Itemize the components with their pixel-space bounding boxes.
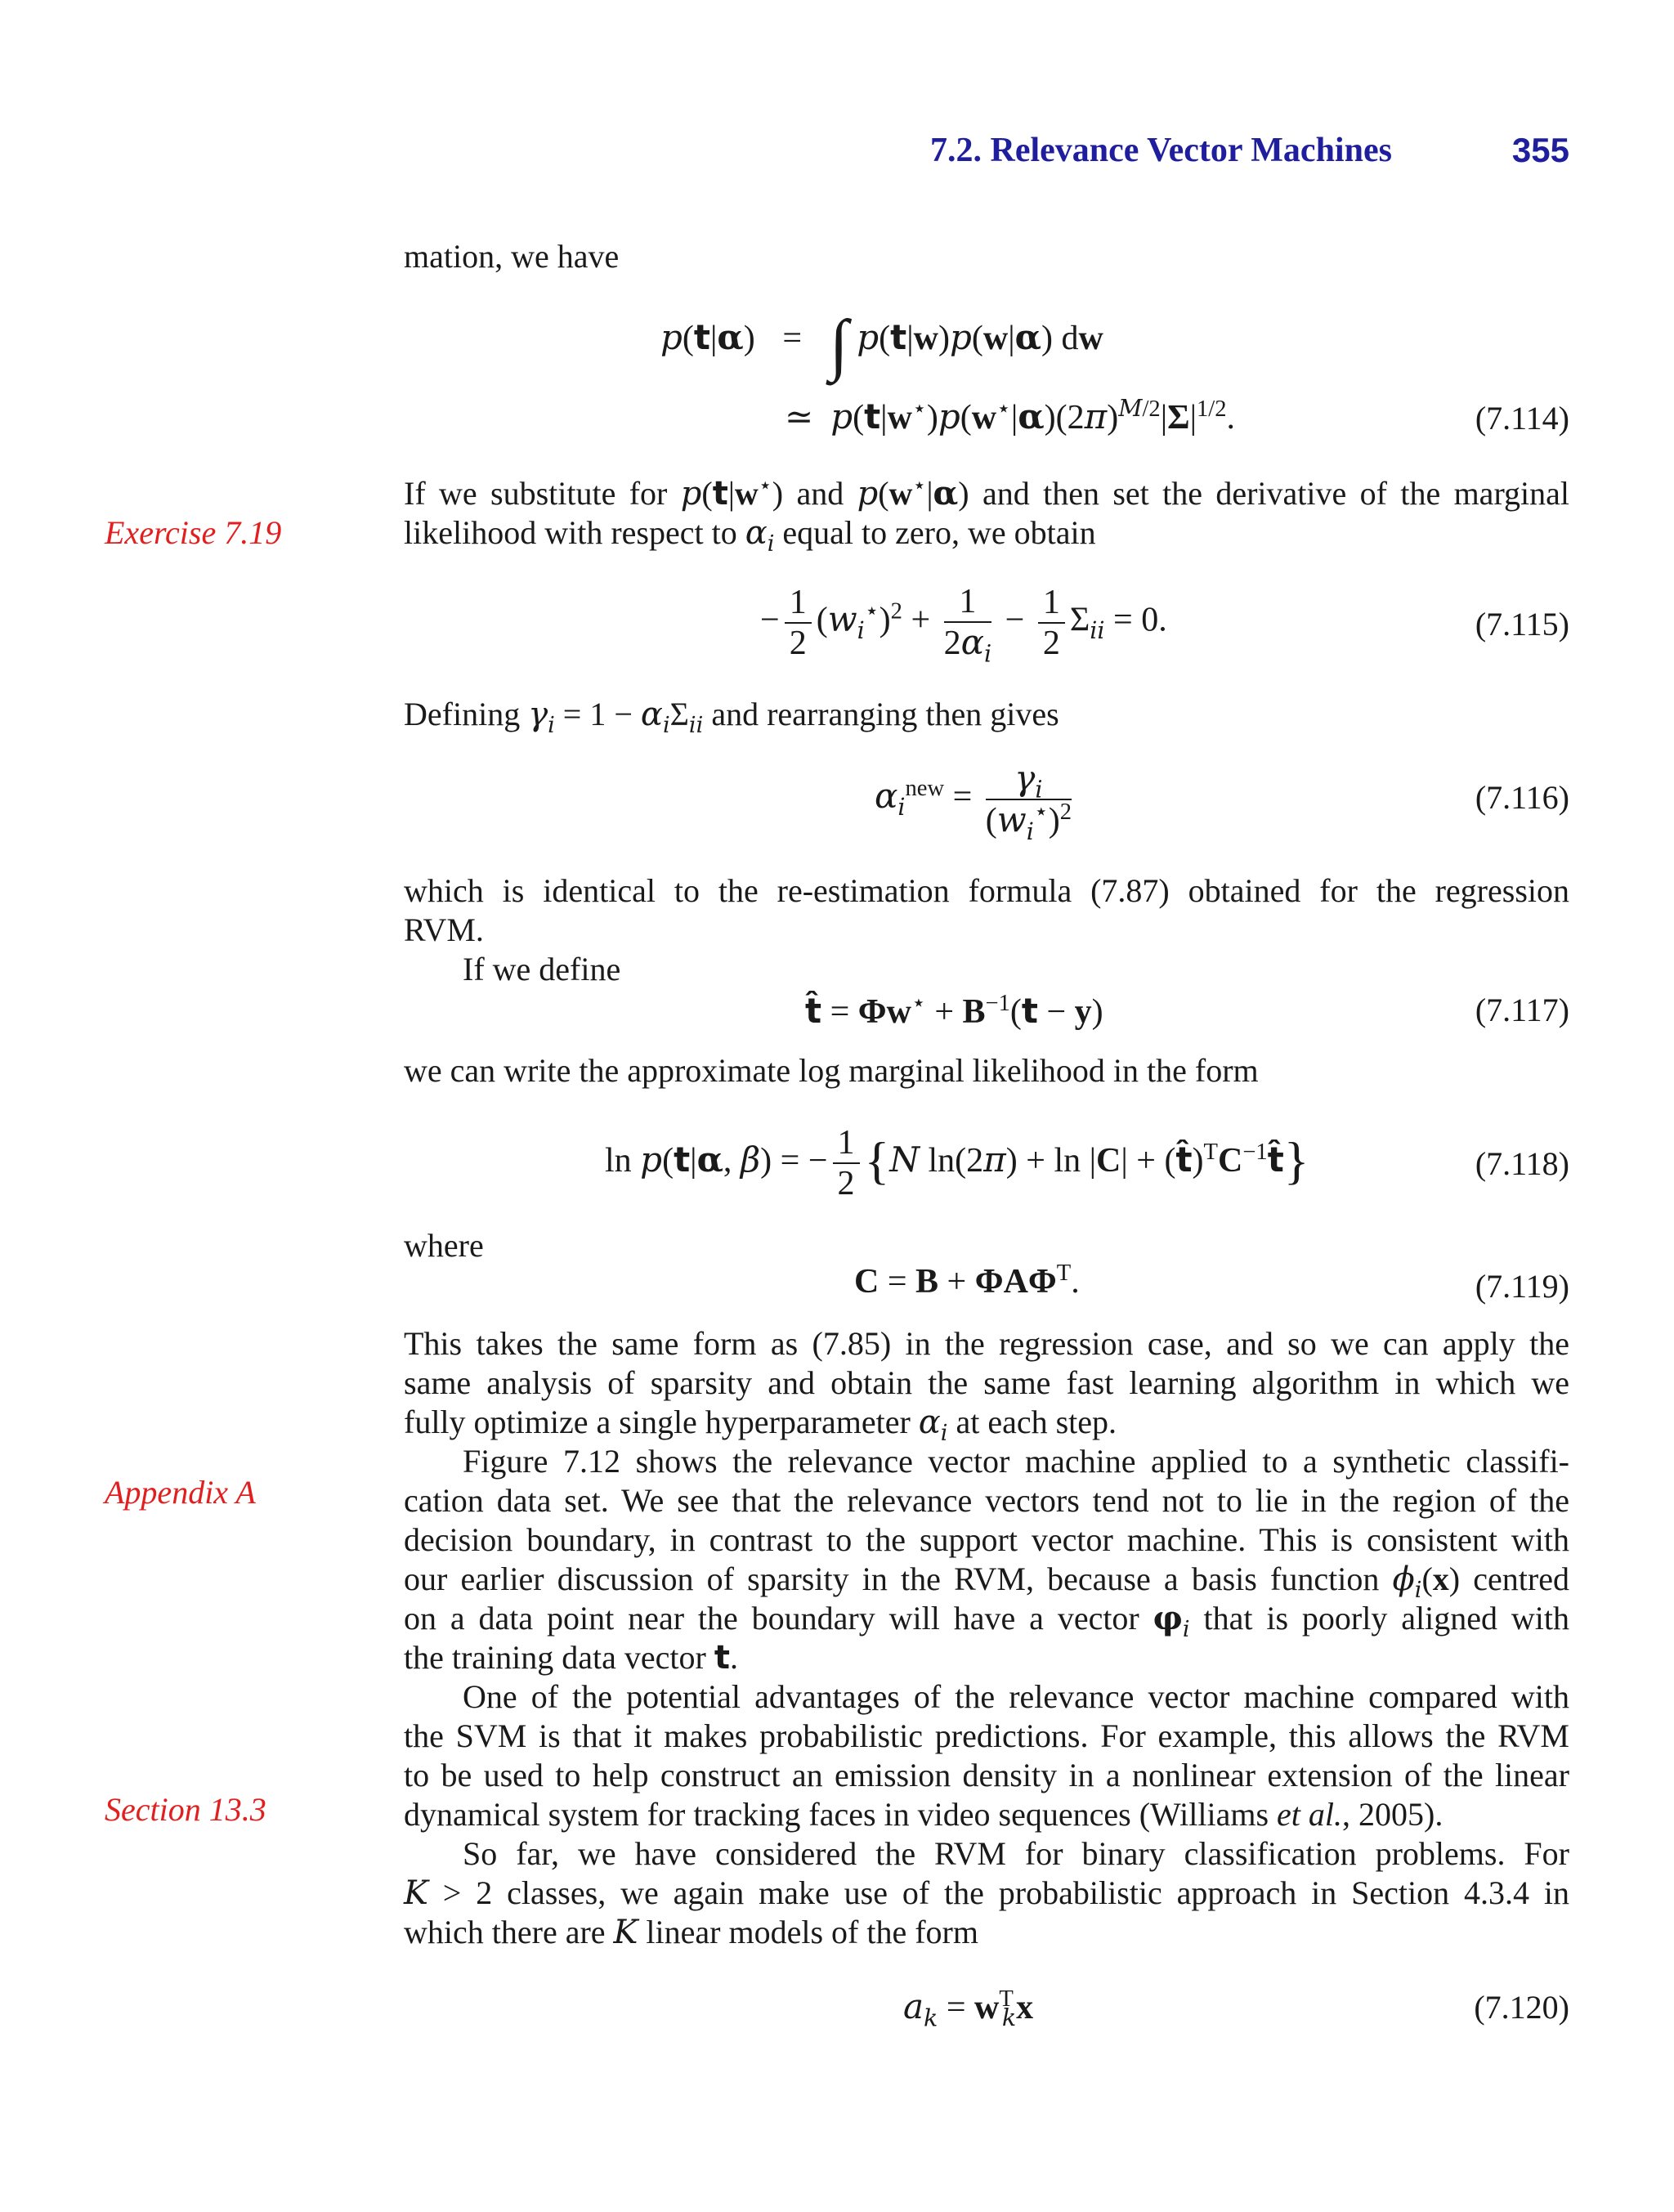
paragraph-figure-line1: Figure 7.12 shows the relevance vector machine applied to a synthetic classifi- — [463, 1443, 1569, 1480]
margin-note-exercise[interactable]: Exercise 7.19 — [105, 514, 282, 551]
paragraph-so-far-line1: So far, we have considered the RVM for binary classification problems. For — [463, 1835, 1569, 1872]
paragraph-intro: mation, we have — [404, 238, 620, 275]
equation-number-7-119: (7.119) — [1475, 1268, 1569, 1305]
paragraph-advantages-line1: One of the potential advantages of the relevance vector machine compared with — [463, 1678, 1569, 1715]
equation-number-7-116: (7.116) — [1475, 779, 1569, 816]
running-header-title: 7.2. Relevance Vector Machines — [930, 132, 1392, 169]
equation-number-7-120: (7.120) — [1474, 1989, 1569, 2026]
margin-note-appendix[interactable]: Appendix A — [105, 1474, 256, 1511]
paragraph-advantages-line2: the SVM is that it makes probabilistic predictions. For example, this allows the RVM — [404, 1717, 1569, 1754]
paragraph-substitute-line2: likelihood with respect to $\alpha_i$ equal to zero, we obtain — [404, 514, 1096, 557]
paragraph-same-form-line1: This takes the same form as (7.85) in the regression case, and so we can apply the — [404, 1325, 1569, 1362]
equation-number-7-114: (7.114) — [1475, 400, 1569, 437]
paragraph-so-far-line2: K > 2 classes, we again make use of the probabilistic approach in Section 4.3.4 in — [404, 1874, 1570, 1912]
paragraph-figure-line4: our earlier discussion of sparsity in the RVM, because a basis function $\phi_i(x)$ centred — [404, 1560, 1569, 1603]
paragraph-identical-line1: which is identical to the re-estimation formula (7.87) obtained for the regression — [404, 872, 1569, 909]
equation-7-118: ln p(t|α, β) = − $\frac{1}{2}$ {N $\ln(2\pi) + \ln |C| + (t̂)^TC^{-1}t̂$} — [605, 1124, 1309, 1203]
paragraph-same-form-line2: same analysis of sparsity and obtain the same fast learning algorithm in which we — [404, 1364, 1569, 1401]
paragraph-advantages-line3: to be used to help construct an emission density in a nonlinear extension of the linear — [404, 1757, 1569, 1793]
paragraph-figure-line6: the training data vector t. — [404, 1639, 738, 1677]
equation-7-119: $C = B + \Phi A\Phi^T$. — [854, 1260, 1080, 1301]
page-number: 355 — [1511, 131, 1569, 169]
equation-number-7-118: (7.118) — [1475, 1145, 1569, 1182]
paragraph-figure-line2: cation data set. We see that the relevance vectors tend not to lie in the region of the — [404, 1482, 1569, 1519]
equation-7-114-line2: ≃ $p(t|w^⋆)p(w^⋆|\alpha)(2\pi)^{M/2}|\Sigma|^{1/2}$. — [785, 394, 1236, 437]
paragraph-so-far-line3: which there are K linear models of the form — [404, 1914, 978, 1951]
paragraph-substitute-line1: If we substitute for p(t|w⋆) and p(w⋆|α) and then set the derivative of the marginal — [404, 472, 1570, 513]
paragraph-same-form-line3: fully optimize a single hyperparameter $\alpha_i$ at each step. — [404, 1404, 1117, 1446]
paragraph-if-we-define: If we define — [463, 951, 621, 987]
equation-number-7-115: (7.115) — [1475, 606, 1569, 643]
equation-7-116: $\alpha_i^{new}$ = $\frac{\gamma_i}{(w_i^⋆)^2}$ — [875, 758, 1072, 845]
equation-7-120: $a_k = w^T_kx$ — [903, 1986, 1034, 2032]
equation-number-7-117: (7.117) — [1475, 992, 1569, 1028]
paragraph-figure-line3: decision boundary, in contrast to the support vector machine. This is consistent with — [404, 1521, 1569, 1558]
equation-7-117: t̂ = $\Phi w^⋆ + B^{-1}(t - y)$ — [805, 991, 1103, 1031]
paragraph-we-can-write: we can write the approximate log marginal likelihood in the form — [404, 1052, 1259, 1089]
equation-7-114-line1: p(t|α) = ∫ p(t|w)p(w|α) dw — [660, 307, 1103, 383]
paragraph-figure-line5: on a data point near the boundary will have a vector $\varphi_i$ that is poorly aligned with — [404, 1599, 1570, 1642]
equation-7-115: − $\frac{1}{2}$ $(w_i^⋆)^2$ + $\frac{1}{2\alpha_i}$ − $\frac{1}{2}$ $\Sigma_{ii} = 0$. — [760, 583, 1167, 668]
paragraph-where: where — [404, 1227, 484, 1264]
margin-note-section[interactable]: Section 13.3 — [105, 1791, 266, 1828]
paragraph-advantages-line4: dynamical system for tracking faces in video sequences (Williams et al., 2005). — [404, 1796, 1443, 1833]
paragraph-identical-line2: RVM. — [404, 911, 484, 948]
paragraph-defining: Defining $\gamma_i = 1 - \alpha_i\Sigma_{ii}$ and rearranging then gives — [404, 696, 1059, 738]
